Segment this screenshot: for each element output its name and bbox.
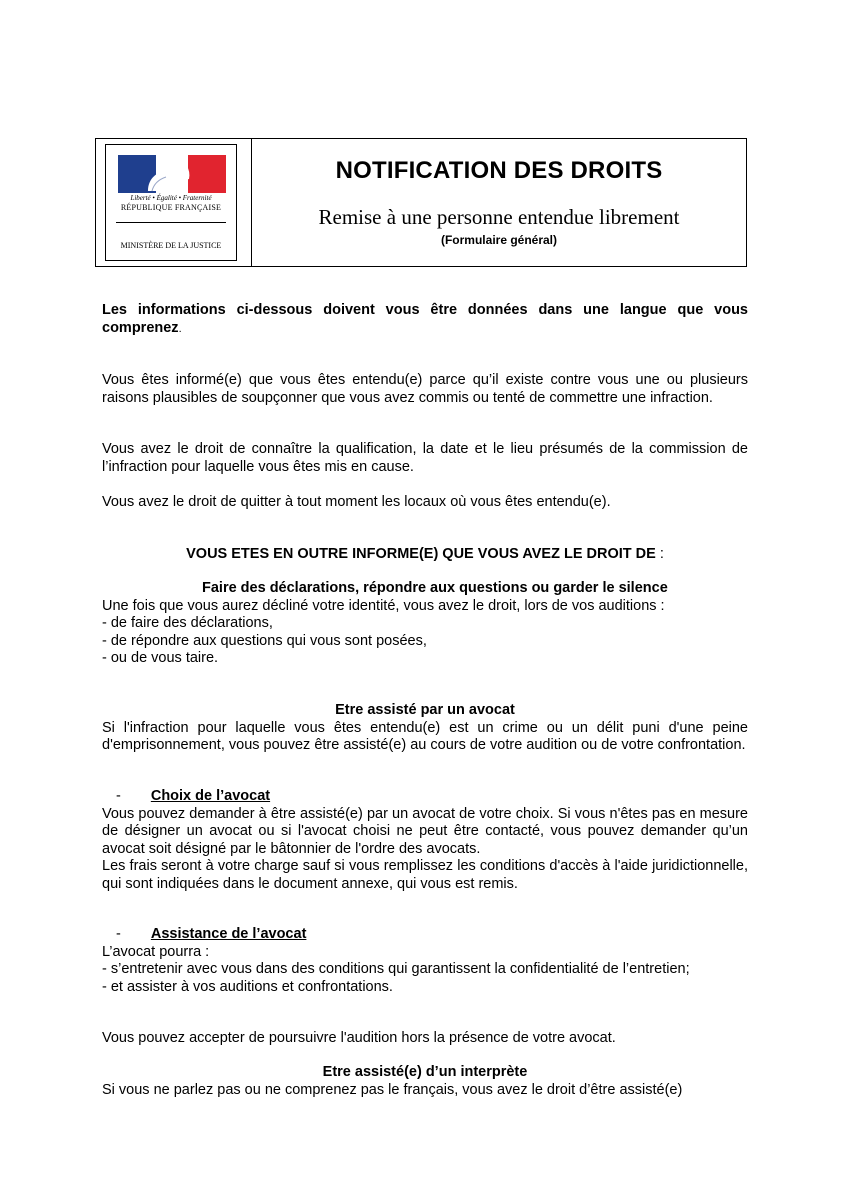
paragraph-leave: Vous avez le droit de quitter à tout moment les locaux où vous êtes entendu(e). (102, 494, 611, 510)
lawyer-assistance-intro: L’avocat pourra : (102, 943, 210, 960)
dash-bullet: - (116, 926, 121, 942)
paragraph-suspicion: Vous êtes informé(e) que vous êtes entendu(e) parce qu’il existe contre vous une ou plusieurs raisons plausibles de soupçonner que vous avez commis ou tenté de commettre une infraction. (102, 372, 748, 406)
logo-ministry: MINISTÈRE DE LA JUSTICE (120, 241, 222, 250)
lawyer-heading: Etre assisté par un avocat (335, 702, 515, 718)
lawyer-assistance-note: Vous pouvez accepter de poursuivre l'audition hors la présence de votre avocat. (102, 1030, 616, 1046)
lawyer-text: Si l'infraction pour laquelle vous êtes entendu(e) est un crime ou un délit puni d'une peine d'emprisonnement, vous pouvez être assisté(e) au cours de votre audition ou de votre confrontation. (102, 719, 748, 753)
document-title: NOTIFICATION DES DROITS (335, 157, 663, 184)
lawyer-assistance-heading (102, 926, 748, 944)
lawyer-section (102, 702, 748, 755)
logo-motto: Liberté • Égalité • Fraternité (130, 194, 212, 202)
dash-bullet: - (116, 788, 121, 804)
rights-heading (102, 546, 748, 564)
interpreter-section (102, 1064, 748, 1099)
lawyer-assistance-section (102, 926, 748, 996)
interpreter-heading: Etre assisté(e) d’un interprète (322, 1064, 528, 1080)
lawyer-choice-heading (102, 788, 748, 806)
interpreter-text: Si vous ne parlez pas ou ne comprenez pas le français, vous avez le droit d’être assisté(e) (102, 1081, 683, 1098)
lawyer-choice-text: Vous pouvez demander à être assisté(e) par un avocat de votre choix. Si vous n'êtes pas en mesure de désigner un avocat ou si l'avocat choisi ne peut être contacté, vous pouvez demander qu’un avocat soit désigné par le bâtonnier de l'ordre des avocats. (102, 805, 748, 857)
declarations-item: - ou de vous taire. (102, 650, 219, 666)
lawyer-assistance-heading-text: Assistance de l’avocat (150, 926, 307, 942)
rights-heading-text: VOUS ETES EN OUTRE INFORME(E) QUE VOUS AVEZ LE DROIT DE (186, 546, 656, 562)
logo-divider (116, 222, 226, 223)
paragraph-qualification: Vous avez le droit de connaître la qualification, la date et le lieu présumés de la commission de l’infraction pour laquelle vous êtes mis en cause. (102, 441, 748, 475)
lawyer-fees-text: Les frais seront à votre charge sauf si vous remplissez les conditions d'accès à l'aide juridictionnelle, qui sont indiquées dans le document annexe, qui vous est remis. (102, 858, 748, 892)
document-subtitle: Remise à une personne entendue librement (318, 205, 680, 229)
logo-republic: RÉPUBLIQUE FRANÇAISE (120, 203, 222, 212)
lawyer-choice-heading-text: Choix de l’avocat (150, 788, 271, 804)
intro-notice-period: . (178, 322, 182, 335)
lawyer-assistance-item: - s’entretenir avec vous dans des conditions qui garantissent la confidentialité de l’entretien; (102, 961, 690, 977)
logo-cell (96, 139, 252, 266)
form-note: (Formulaire général) (440, 233, 558, 247)
declarations-item: - de faire des déclarations, (102, 615, 273, 631)
lawyer-assistance-item: - et assister à vos auditions et confrontations. (102, 978, 393, 995)
declarations-intro: Une fois que vous aurez décliné votre identité, vous avez le droit, lors de vos auditions : (102, 597, 665, 614)
marianne-flag-icon (118, 155, 226, 193)
declarations-item: - de répondre aux questions qui vous sont posées, (102, 632, 427, 649)
header-box (95, 138, 747, 267)
ministry-logo (105, 144, 237, 261)
intro-notice-text: Les informations ci-dessous doivent vous être données dans une langue que vous comprenez (102, 302, 748, 336)
intro-notice (102, 302, 748, 338)
lawyer-choice-section (102, 788, 748, 893)
title-cell (252, 139, 746, 266)
declarations-heading: Faire des déclarations, répondre aux questions ou garder le silence (202, 580, 668, 596)
declarations-section (102, 580, 748, 668)
rights-heading-suffix: : (655, 546, 664, 562)
